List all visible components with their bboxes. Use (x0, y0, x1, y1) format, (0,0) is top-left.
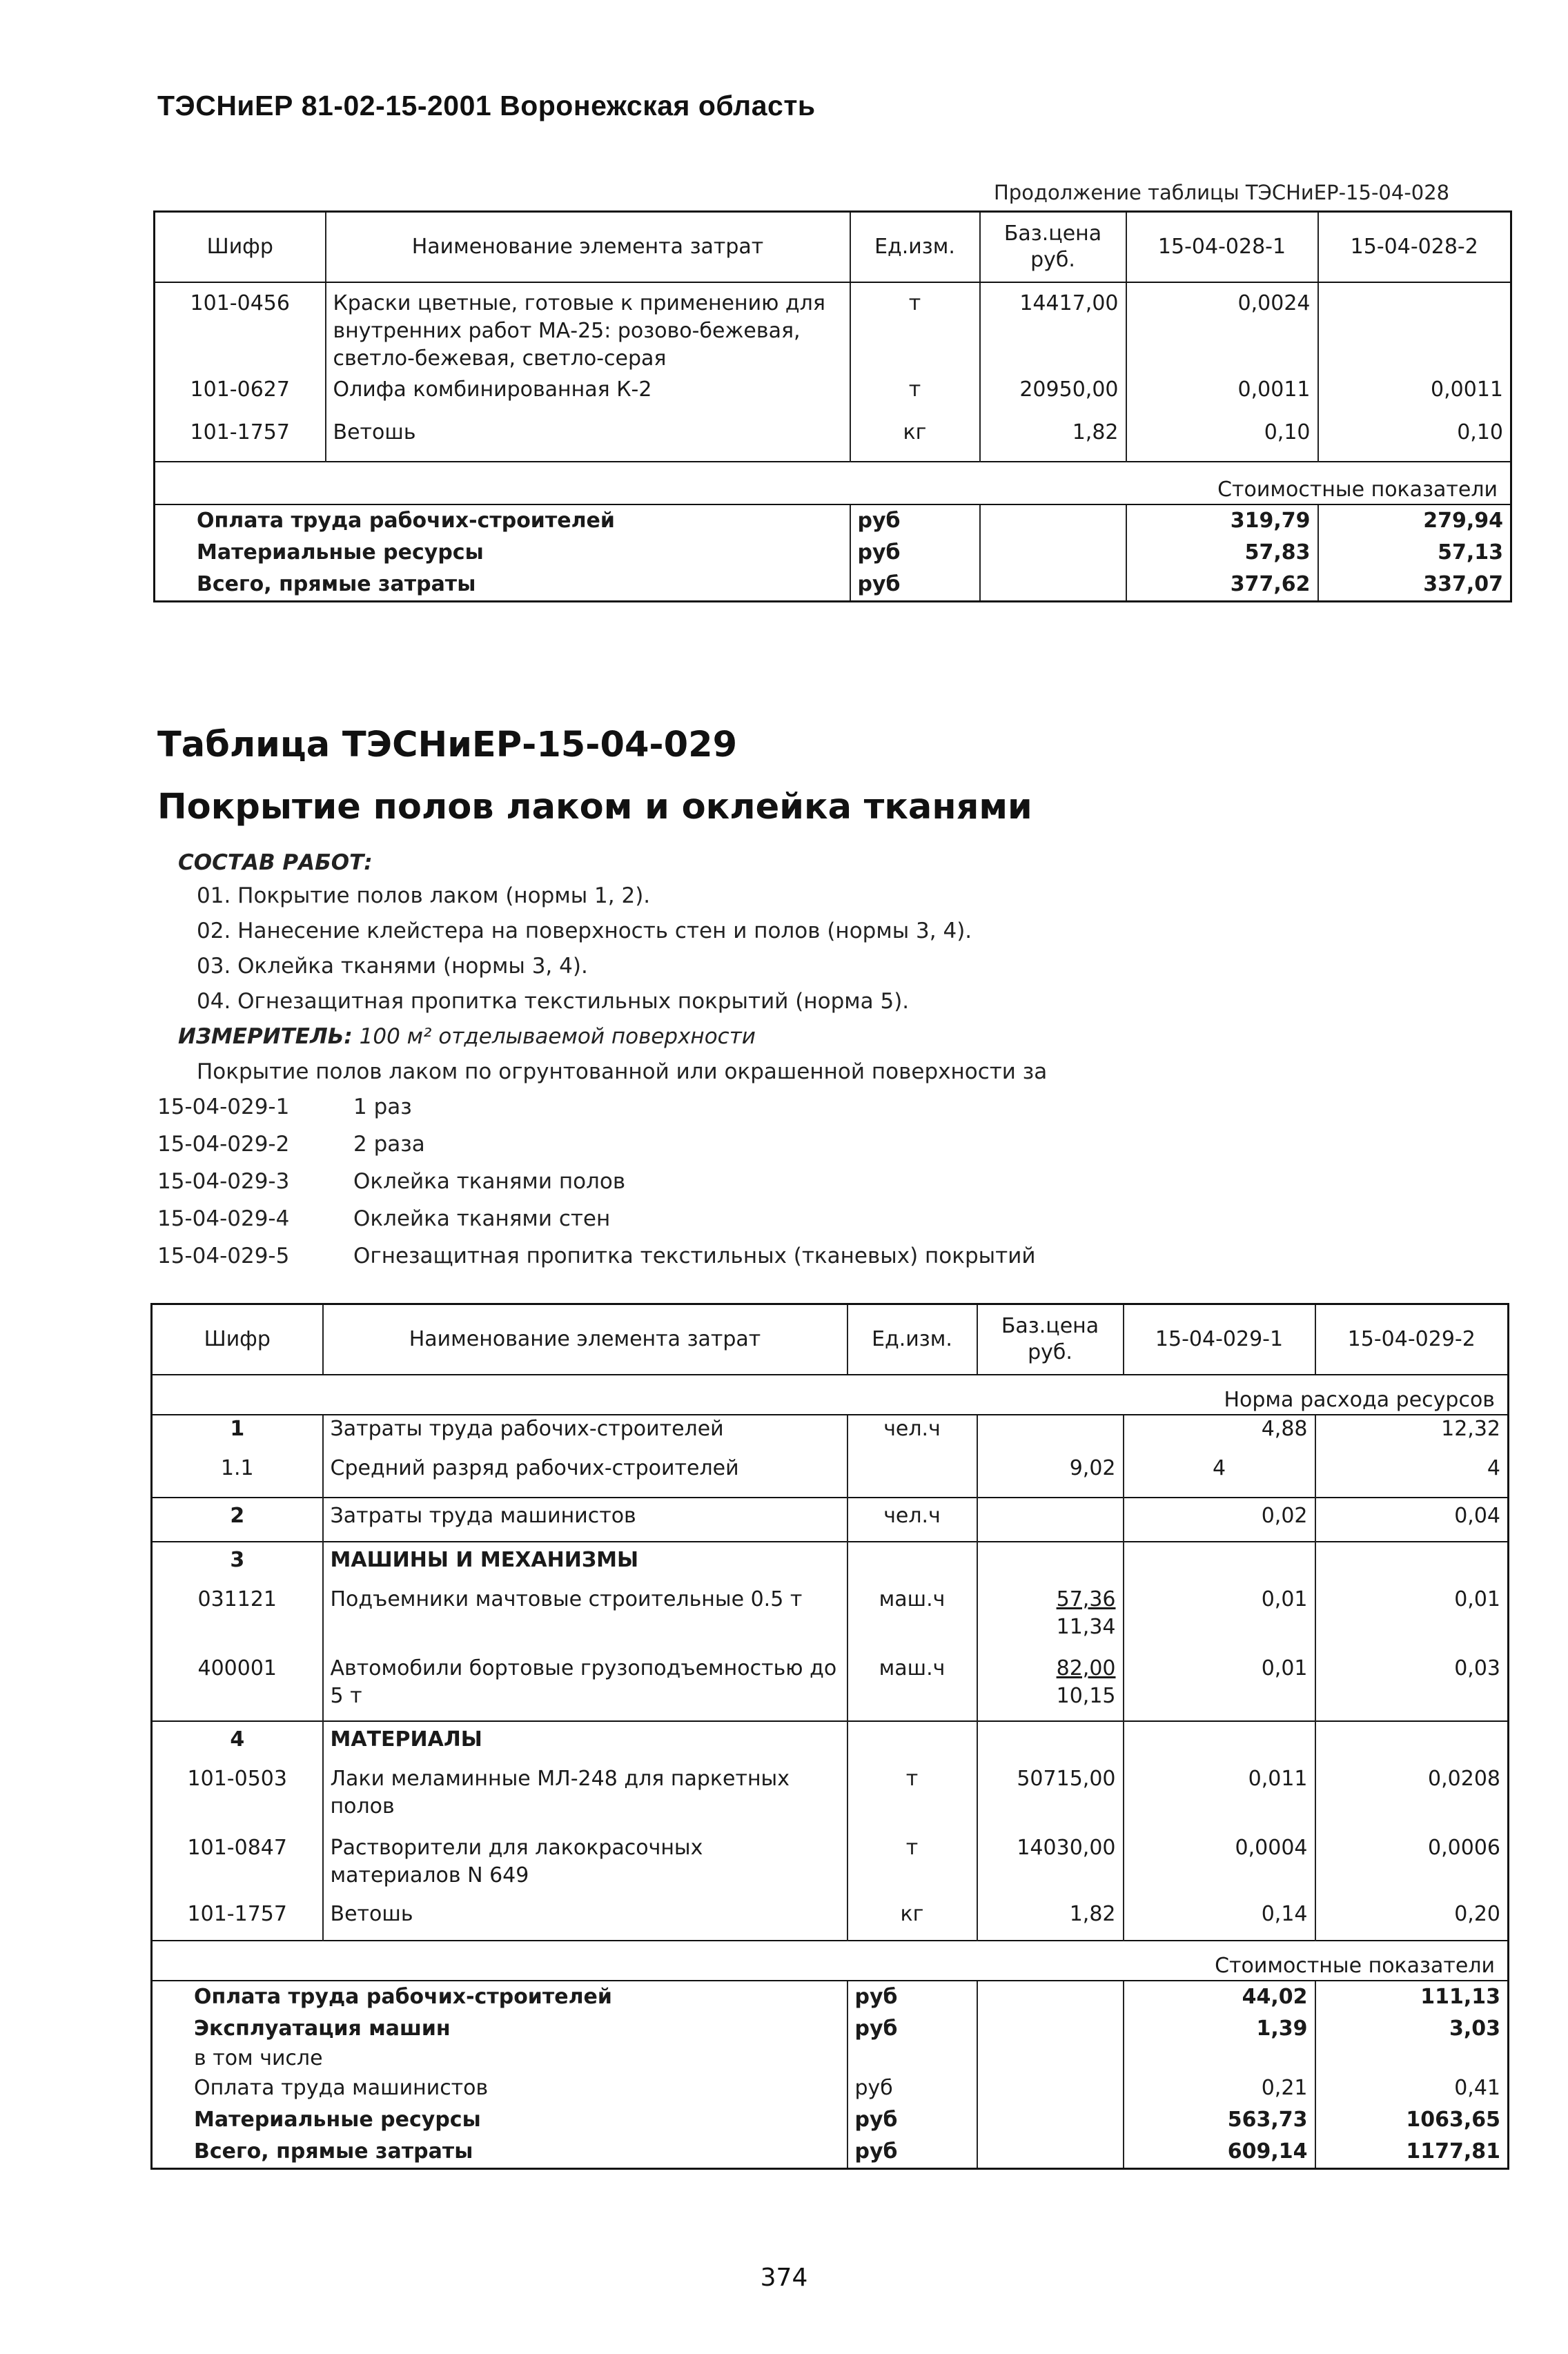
works-label: СОСТАВ РАБОТ: (178, 850, 373, 875)
row-code: 031121 (152, 1586, 323, 1655)
total-value-a: 319,79 (1126, 504, 1318, 537)
total-value-a: 563,73 (1124, 2104, 1315, 2136)
row-value-a: 0,10 (1126, 419, 1318, 462)
row-value-a: 0,0024 (1126, 282, 1318, 376)
row-name: Затраты труда машинистов (323, 1498, 847, 1542)
total-value-b: 1063,65 (1406, 2108, 1500, 2132)
total-unit: руб (850, 569, 980, 602)
row-name: Лаки меламинные МЛ-248 для паркетных полов (323, 1765, 847, 1834)
row-price (977, 1586, 1124, 1655)
row-value-b (1318, 282, 1511, 376)
norm-text: Огнезащитная пропитка текстильных (тканевых) покрытий (353, 1244, 1036, 1268)
total-value-a: 0,21 (1124, 2072, 1315, 2104)
norm-code: 15-04-029-4 (157, 1206, 290, 1231)
row-name: Ветошь (326, 419, 850, 462)
group-row (152, 1542, 1509, 1586)
row-value-a: 0,14 (1124, 1901, 1315, 1941)
table-row (152, 1655, 1509, 1721)
norm-code: 15-04-029-2 (157, 1132, 290, 1157)
row-value-a: 4,88 (1124, 1415, 1315, 1455)
total-name: Материальные ресурсы (155, 537, 850, 569)
row-code: 101-0456 (155, 282, 326, 376)
price-wage: 11,34 (1056, 1615, 1116, 1639)
total-value-b: 111,13 (1420, 1985, 1500, 2009)
row-value-b: 0,04 (1315, 1498, 1509, 1542)
table-row (152, 1455, 1509, 1498)
row-value-b: 4 (1487, 1456, 1500, 1480)
row-value-b: 0,0208 (1428, 1767, 1500, 1791)
total-value-b: 337,07 (1423, 572, 1503, 596)
row-value-a: 0,01 (1124, 1586, 1315, 1655)
row-value-b: 12,32 (1441, 1417, 1500, 1441)
total-row (152, 2045, 1509, 2072)
row-code: 101-1757 (152, 1901, 323, 1941)
total-unit: руб (847, 2072, 977, 2104)
row-unit: чел.ч (847, 1415, 977, 1455)
row-unit: кг (850, 419, 980, 462)
row-unit: чел.ч (847, 1498, 977, 1542)
row-code: 400001 (152, 1655, 323, 1721)
row-value-a: 4 (1124, 1455, 1315, 1498)
table-row (155, 419, 1511, 462)
total-unit: руб (850, 504, 980, 537)
row-unit: маш.ч (847, 1586, 977, 1655)
row-name: Затраты труда рабочих-строителей (323, 1415, 847, 1455)
table-row (155, 282, 1511, 376)
group-name: МАТЕРИАЛЫ (323, 1721, 847, 1765)
norm-code: 15-04-029-5 (157, 1244, 290, 1268)
row-code: 1 (152, 1415, 323, 1455)
total-value-a: 609,14 (1124, 2136, 1315, 2169)
price-total: 57,36 (1056, 1587, 1116, 1611)
total-value-a: 377,62 (1126, 569, 1318, 602)
total-row (152, 2104, 1509, 2136)
group-name: МАШИНЫ И МЕХАНИЗМЫ (323, 1542, 847, 1586)
total-name: Оплата труда машинистов (152, 2072, 847, 2104)
total-unit: руб (847, 2136, 977, 2169)
norm-text: Оклейка тканями полов (353, 1169, 626, 1194)
norm-text: 1 раз (353, 1095, 412, 1119)
works-item: 03. Оклейка тканями (нормы 3, 4). (197, 954, 588, 979)
row-value-a: 0,0011 (1126, 376, 1318, 419)
col-name: Наименование элемента затрат (323, 1304, 847, 1375)
col-norm-b: 15-04-028-2 (1318, 212, 1511, 283)
col-code: Шифр (152, 1304, 323, 1375)
row-unit: т (850, 376, 980, 419)
row-value-a: 0,02 (1124, 1498, 1315, 1542)
meter-label: ИЗМЕРИТЕЛЬ: (178, 1024, 353, 1049)
row-name: Подъемники мачтовые строительные 0.5 т (323, 1586, 847, 1655)
norm-text: 2 раза (353, 1132, 425, 1157)
group-row (152, 1721, 1509, 1765)
row-code: 1.1 (152, 1455, 323, 1498)
table-row (152, 1498, 1509, 1542)
col-unit: Ед.изм. (847, 1304, 977, 1375)
norm-text: Оклейка тканями стен (353, 1206, 611, 1231)
section-subtitle: Покрытие полов лаком и оклейка тканями (157, 787, 1032, 827)
price-wage: 10,15 (1056, 1684, 1116, 1708)
row-unit: кг (847, 1901, 977, 1941)
col-name: Наименование элемента затрат (326, 212, 850, 283)
row-name: Ветошь (323, 1901, 847, 1941)
document-header: ТЭСНиЕР 81-02-15-2001 Воронежская область (157, 90, 816, 121)
col-code: Шифр (155, 212, 326, 283)
row-name: Средний разряд рабочих-строителей (323, 1455, 847, 1498)
row-name: Автомобили бортовые грузоподъемностью до 5 т (323, 1655, 847, 1721)
total-unit: руб (847, 2013, 977, 2045)
row-price: 9,02 (977, 1455, 1124, 1498)
total-value-a: 44,02 (1124, 1981, 1315, 2013)
row-value-b: 0,0011 (1431, 377, 1503, 402)
col-norm-b: 15-04-029-2 (1315, 1304, 1509, 1375)
total-value-b: 1177,81 (1406, 2139, 1500, 2164)
row-value-a: 0,011 (1124, 1765, 1315, 1834)
total-unit: руб (847, 1981, 977, 2013)
col-norm-a: 15-04-029-1 (1124, 1304, 1315, 1375)
row-price (977, 1655, 1124, 1721)
row-value-b: 0,03 (1454, 1656, 1500, 1680)
row-value-b: 0,10 (1457, 420, 1503, 444)
table-continuation-note: Продолжение таблицы ТЭСНиЕР-15-04-028 (994, 181, 1450, 204)
meter-text: 100 м² отделываемой поверхности (359, 1024, 756, 1049)
total-name: Материальные ресурсы (152, 2104, 847, 2136)
row-unit: маш.ч (847, 1655, 977, 1721)
meter-line (178, 1024, 756, 1049)
section-title: Таблица ТЭСНиЕР-15-04-029 (157, 725, 738, 765)
row-value-b: 0,0006 (1428, 1836, 1500, 1860)
row-price (977, 1415, 1124, 1455)
total-value-b: 57,13 (1438, 540, 1503, 565)
col-norm-a: 15-04-028-1 (1126, 212, 1318, 283)
price-total: 82,00 (1056, 1656, 1116, 1680)
table-row (152, 1901, 1509, 1941)
row-price: 20950,00 (980, 376, 1126, 419)
row-price: 50715,00 (977, 1765, 1124, 1834)
row-name: Олифа комбинированная К-2 (326, 376, 850, 419)
total-value-b: 279,94 (1423, 509, 1503, 533)
col-price: Баз.цена руб. (980, 212, 1126, 283)
row-unit (847, 1455, 977, 1498)
total-row (155, 504, 1511, 537)
total-value-b: 0,41 (1454, 2076, 1500, 2100)
total-name: Оплата труда рабочих-строителей (155, 504, 850, 537)
works-item: 02. Нанесение клейстера на поверхность стен и полов (нормы 3, 4). (197, 919, 972, 943)
table-row (152, 1415, 1509, 1455)
table-row (152, 1765, 1509, 1834)
row-code: 3 (152, 1542, 323, 1586)
col-price: Баз.цена руб. (977, 1304, 1124, 1375)
row-code: 101-0627 (155, 376, 326, 419)
band-cost-indicators: Стоимостные показатели (155, 462, 1511, 504)
total-row (152, 2072, 1509, 2104)
table-row (155, 376, 1511, 419)
row-unit: т (847, 1765, 977, 1834)
total-row (152, 2013, 1509, 2045)
total-row (152, 2136, 1509, 2169)
band-resource-norms: Норма расхода ресурсов (152, 1375, 1509, 1415)
row-value-a: 0,01 (1124, 1655, 1315, 1721)
col-unit: Ед.изм. (850, 212, 980, 283)
norms-intro: Покрытие полов лаком по огрунтованной или окрашенной поверхности за (197, 1059, 1048, 1084)
row-code: 4 (152, 1721, 323, 1765)
total-value-a: 1,39 (1124, 2013, 1315, 2045)
row-price: 1,82 (977, 1901, 1124, 1941)
works-item: 04. Огнезащитная пропитка текстильных покрытий (норма 5). (197, 989, 910, 1014)
band-cost-indicators: Стоимостные показатели (152, 1941, 1509, 1981)
total-value-b: 3,03 (1449, 2017, 1500, 2041)
total-row (155, 569, 1511, 602)
row-name: Растворители для лакокрасочных материалов N 649 (323, 1834, 847, 1901)
row-code: 2 (152, 1498, 323, 1542)
row-price: 1,82 (980, 419, 1126, 462)
row-unit: т (847, 1834, 977, 1901)
row-code: 101-0503 (152, 1765, 323, 1834)
total-value-a: 57,83 (1126, 537, 1318, 569)
total-row (155, 537, 1511, 569)
norm-code: 15-04-029-1 (157, 1095, 290, 1119)
row-price (977, 1498, 1124, 1542)
total-row (152, 1981, 1509, 2013)
total-name: Эксплуатация машин (152, 2013, 847, 2045)
row-code: 101-0847 (152, 1834, 323, 1901)
norm-code: 15-04-029-3 (157, 1169, 290, 1194)
table-row (152, 1834, 1509, 1901)
row-unit: т (850, 282, 980, 376)
row-price: 14030,00 (977, 1834, 1124, 1901)
total-unit: руб (850, 537, 980, 569)
table-028 (153, 210, 1512, 602)
row-code: 101-1757 (155, 419, 326, 462)
row-name: Краски цветные, готовые к применению для внутренних работ МА-25: розово-бежевая, светло-бежевая, светло-серая (326, 282, 850, 376)
table-row (152, 1586, 1509, 1655)
total-name: Всего, прямые затраты (152, 2136, 847, 2169)
page-number: 374 (760, 2264, 808, 2292)
row-value-a: 0,0004 (1124, 1834, 1315, 1901)
works-item: 01. Покрытие полов лаком (нормы 1, 2). (197, 883, 651, 908)
table-029 (150, 1303, 1509, 2170)
row-value-b: 0,20 (1454, 1902, 1500, 1926)
total-unit: руб (847, 2104, 977, 2136)
total-name: Всего, прямые затраты (155, 569, 850, 602)
row-price: 14417,00 (980, 282, 1126, 376)
total-name: в том числе (152, 2045, 847, 2072)
row-value-b: 0,01 (1454, 1587, 1500, 1611)
total-name: Оплата труда рабочих-строителей (152, 1981, 847, 2013)
